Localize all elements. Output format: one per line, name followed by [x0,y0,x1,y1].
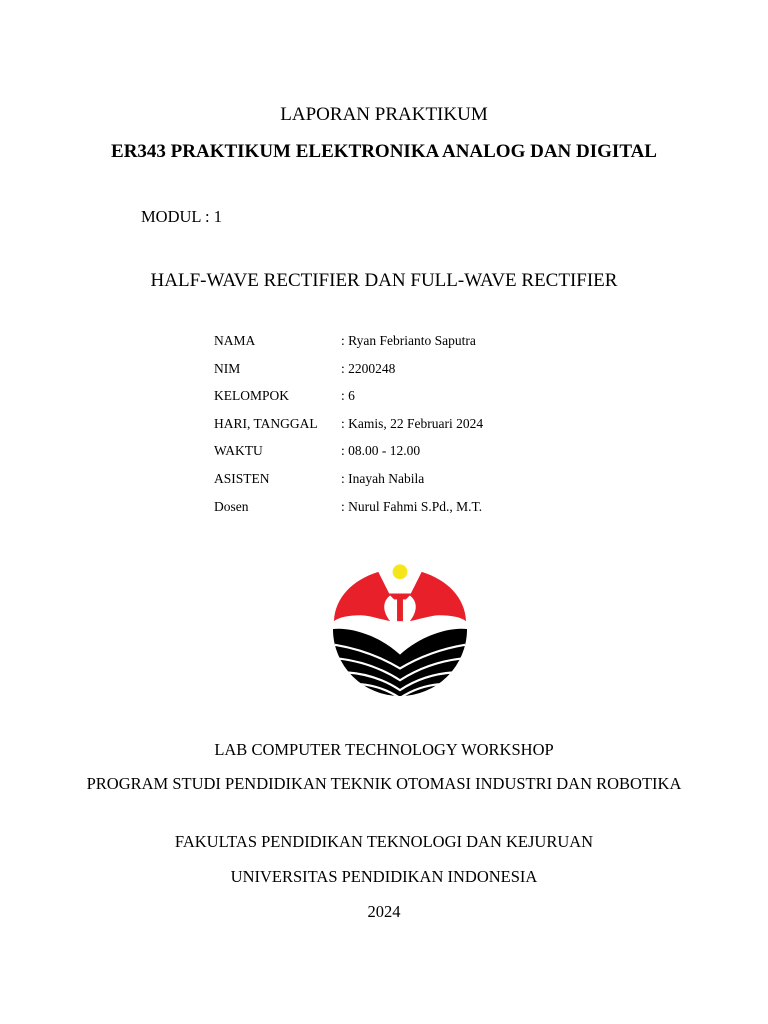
info-value: : Ryan Febrianto Saputra [341,333,476,348]
faculty-name: FAKULTAS PENDIDIKAN TEKNOLOGI DAN KEJURUAN [174,832,594,851]
emblem-flame [393,564,408,579]
study-program: PROGRAM STUDI PENDIDIKAN TEKNIK OTOMASI INDUSTRI DAN ROBOTIKA [86,774,682,793]
info-label: HARI, TANGGAL [214,415,318,431]
student-info-table [214,333,483,526]
course-title: ER343 PRAKTIKUM ELEKTRONIKA ANALOG DAN DIGITAL [111,141,657,162]
university-emblem-icon [331,560,469,698]
university-name: UNIVERSITAS PENDIDIKAN INDONESIA [230,867,538,886]
info-row [214,333,483,361]
lab-name: LAB COMPUTER TECHNOLOGY WORKSHOP [214,740,554,759]
info-row [214,361,483,389]
topic-title: HALF-WAVE RECTIFIER DAN FULL-WAVE RECTIFIER [150,270,618,291]
report-title: LAPORAN PRAKTIKUM [280,104,488,125]
info-label: NIM [214,360,241,376]
emblem-torch [388,594,412,622]
info-row [214,443,483,471]
info-row [214,388,483,416]
emblem-base [333,629,467,696]
info-row [214,499,483,527]
info-label: KELOMPOK [214,388,290,404]
info-label: Dosen [214,498,249,514]
info-value: : Kamis, 22 Februari 2024 [341,415,484,431]
info-value: : Nurul Fahmi S.Pd., M.T. [341,498,483,514]
report-year: 2024 [367,902,401,921]
info-label: ASISTEN [214,470,270,486]
info-row [214,471,483,499]
info-value: : 2200248 [341,360,396,376]
info-label: NAMA [214,333,256,348]
emblem-left-wing [334,572,390,621]
info-label: WAKTU [214,443,263,459]
info-value: : 6 [341,388,355,404]
info-row [214,416,483,444]
info-value: : 08.00 - 12.00 [341,443,421,459]
emblem-right-wing [410,572,466,621]
module-number: MODUL : 1 [141,207,222,226]
info-value: : Inayah Nabila [341,470,425,486]
